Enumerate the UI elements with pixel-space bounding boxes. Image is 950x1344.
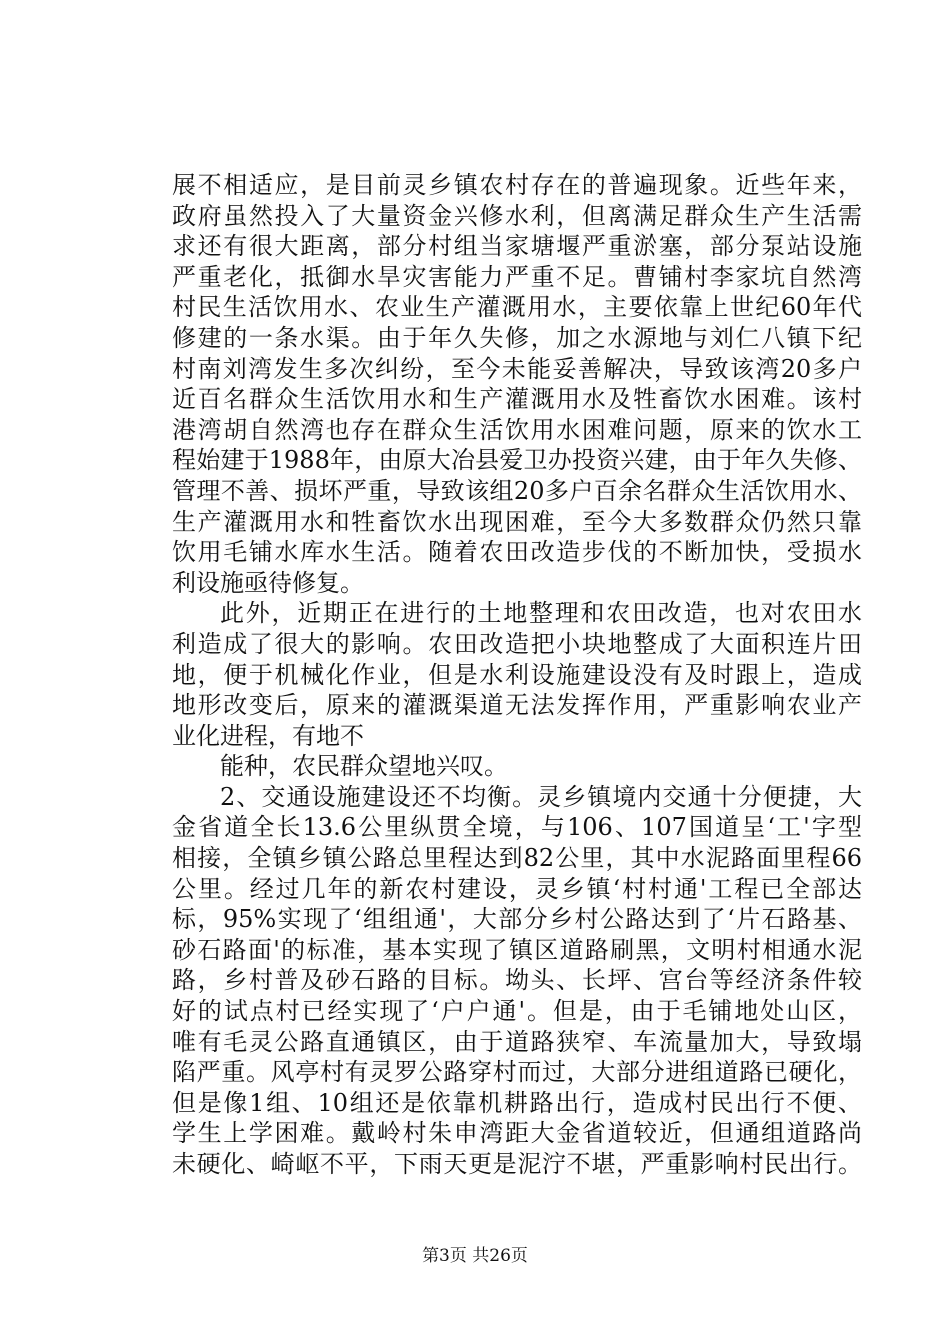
text-line: 相接，全镇乡镇公路总里程达到82公里，其中水泥路面里程66	[172, 844, 862, 873]
paragraph-first-line: 此外，近期正在进行的土地整理和农田改造，也对农田水	[220, 599, 862, 628]
text-line: 业化进程，有地不	[172, 721, 364, 750]
text-line: 金省道全长13.6公里纵贯全境，与106、107国道呈‘工'字型	[172, 813, 862, 842]
text-line: 陷严重。风亭村有灵罗公路穿村而过，大部分进组道路已硬化，	[172, 1058, 862, 1087]
text-line: 砂石路面'的标准，基本实现了镇区道路刷黑，文明村相通水泥	[172, 935, 862, 964]
text-line: 饮用毛铺水库水生活。随着农田改造步伐的不断加快，受损水	[172, 538, 862, 567]
text-line: 未硬化、崎岖不平，下雨天更是泥泞不堪，严重影响村民出行。	[172, 1150, 862, 1178]
text-line: 路，乡村普及砂石路的目标。坳头、长坪、宫台等经济条件较	[172, 966, 862, 995]
text-line: 管理不善、损坏严重，导致该组20多户百余名群众生活饮用水、	[172, 476, 862, 505]
text-line: 学生上学困难。戴岭村朱申湾距大金省道较近，但通组道路尚	[172, 1119, 862, 1148]
text-line: 地，便于机械化作业，但是水利设施建设没有及时跟上，造成	[172, 660, 862, 689]
text-line: 政府虽然投入了大量资金兴修水利，但离满足群众生产生活需	[172, 201, 862, 230]
text-line: 公里。经过几年的新农村建设，灵乡镇‘村村通'工程已全部达	[172, 874, 862, 903]
text-line: 利造成了很大的影响。农田改造把小块地整成了大面积连片田	[172, 629, 862, 658]
text-line: 近百名群众生活饮用水和生产灌溉用水及牲畜饮水困难。该村	[172, 385, 862, 414]
text-line: 标，95%实现了‘组组通'，大部分乡村公路达到了‘片石路基、	[172, 905, 862, 934]
text-line: 展不相适应，是目前灵乡镇农村存在的普遍现象。近些年来，	[172, 171, 862, 199]
paragraph-first-line: 能种，农民群众望地兴叹。	[220, 752, 508, 781]
text-line: 唯有毛灵公路直通镇区，由于道路狭窄、车流量加大，导致塌	[172, 1027, 862, 1056]
text-line: 求还有很大距离，部分村组当家塘堰严重淤塞，部分泵站设施	[172, 232, 862, 261]
text-line: 村民生活饮用水、农业生产灌溉用水，主要依靠上世纪60年代	[172, 293, 862, 322]
text-line: 村南刘湾发生多次纠纷，至今未能妥善解决，导致该湾20多户	[172, 354, 862, 383]
text-line: 生产灌溉用水和牲畜饮水出现困难，至今大多数群众仍然只靠	[172, 507, 862, 536]
text-line: 好的试点村已经实现了‘户户通'。但是，由于毛铺地处山区，	[172, 997, 862, 1026]
text-line: 地形改变后，原来的灌溉渠道无法发挥作用，严重影响农业产	[172, 691, 862, 720]
text-line: 程始建于1988年，由原大冶县爱卫办投资兴建，由于年久失修、	[172, 446, 862, 475]
text-line: 港湾胡自然湾也存在群众生活饮用水困难问题，原来的饮水工	[172, 415, 862, 444]
text-line: 严重老化，抵御水旱灾害能力严重不足。曹铺村李家坑自然湾	[172, 262, 862, 291]
text-line: 但是像1组、10组还是依靠机耕路出行，造成村民出行不便、	[172, 1088, 862, 1117]
page-number-footer: 第3页 共26页	[422, 1246, 528, 1266]
text-line: 修建的一条水渠。由于年久失修，加之水源地与刘仁八镇下纪	[172, 323, 862, 352]
text-line: 利设施亟待修复。	[172, 568, 364, 597]
paragraph-first-line: 2、交通设施建设还不均衡。灵乡镇境内交通十分便捷，大	[220, 782, 862, 811]
document-body	[172, 170, 862, 1180]
